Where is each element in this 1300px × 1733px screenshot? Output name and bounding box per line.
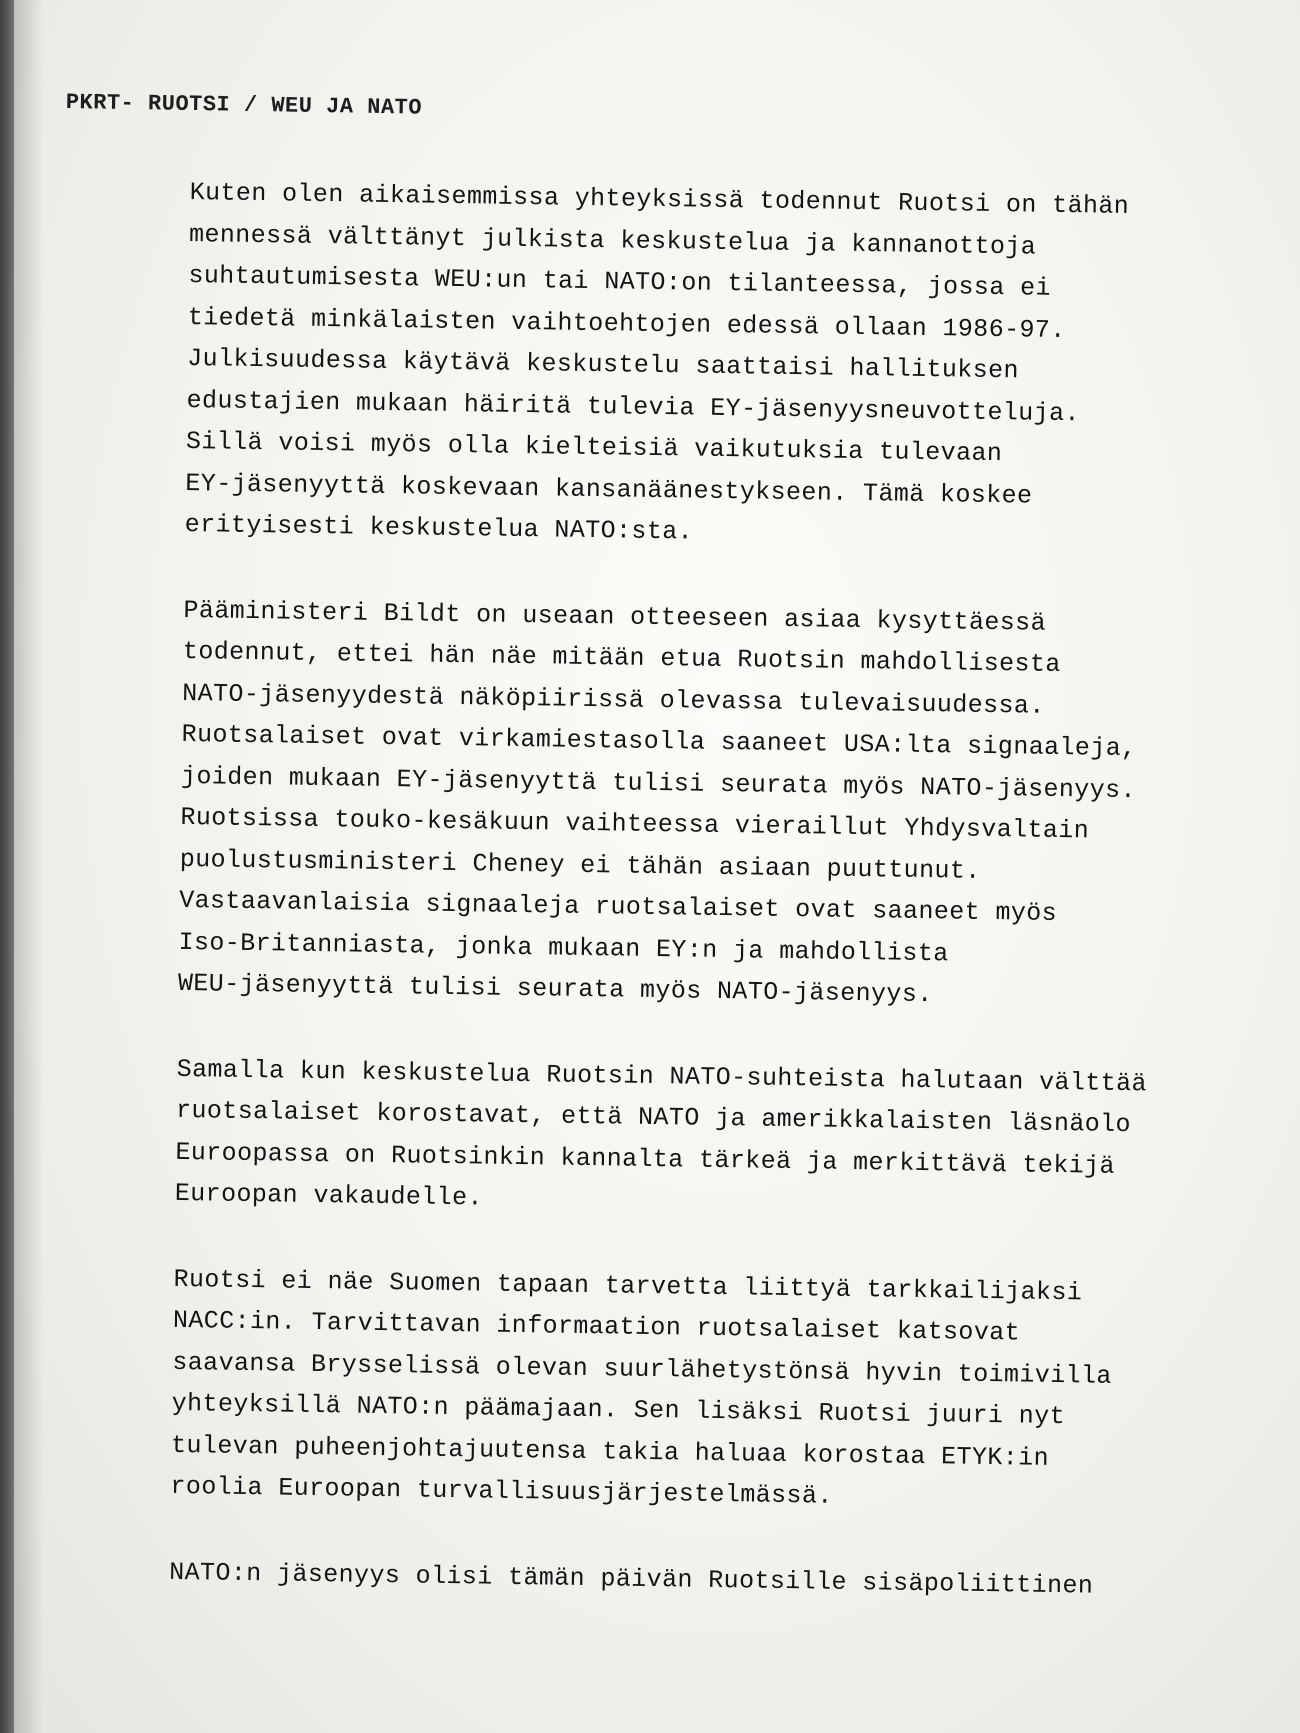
- document-body: [168, 172, 1250, 1653]
- text-line: suhtautumisesta WEU:un tai NATO:on tilanteessa, jossa ei: [188, 260, 1052, 303]
- text-line: Samalla kun keskustelua Ruotsin NATO-suhteista halutaan välttää: [176, 1054, 1148, 1098]
- text-line: saavansa Brysselissä olevan suurlähetystönsä hyvin toimivilla: [172, 1347, 1113, 1391]
- text-line: Euroopassa on Ruotsinkin kannalta tärkeä ja merkittävä tekijä: [175, 1137, 1116, 1181]
- text-line: mennessä välttänyt julkista keskustelua ja kannanottoja: [188, 219, 1037, 262]
- text-line: Ruotsi ei näe Suomen tapaan tarvetta liittyä tarkkailijaksi: [173, 1264, 1083, 1307]
- text-line: NACC:in. Tarvittavan informaation ruotsalaiset katsovat: [172, 1305, 1021, 1348]
- paragraph-3: [175, 1048, 1237, 1230]
- text-line: Euroopan vakaudelle.: [174, 1178, 484, 1213]
- text-line: edustajien mukaan häiritä tulevia EY-jäsenyysneuvotteluja.: [186, 385, 1081, 428]
- text-line: Vastaavanlaisia signaaleja ruotsalaiset ovat saaneet myös: [178, 885, 1058, 928]
- text-line: Kuten olen aikaisemmissa yhteyksissä todennut Ruotsi on tähän: [189, 177, 1130, 221]
- paragraph-1: [184, 172, 1249, 561]
- text-line: puolustusministeri Cheney ei tähän asiaan puuttunut.: [179, 844, 981, 886]
- text-line: NATO-jäsenyydestä näköpiirissä olevassa tulevaisuudessa.: [182, 678, 1045, 721]
- text-line: joiden mukaan EY-jäsenyyttä tulisi seurata myös NATO-jäsenyys.: [180, 761, 1137, 805]
- document-heading: PKRT- RUOTSI / WEU JA NATO: [65, 90, 423, 121]
- text-line: todennut, ettei hän näe mitään etua Ruotsin mahdollisesta: [182, 636, 1061, 679]
- text-line: erityisesti keskustelua NATO:sta.: [184, 509, 694, 547]
- text-line: Julkisuudessa käytävä keskustelu saattaisi hallituksen: [187, 343, 1020, 386]
- paragraph-4: [170, 1258, 1234, 1523]
- text-line: Sillä voisi myös olla kielteisiä vaikutuksia tulevaan: [185, 426, 1003, 469]
- text-line: yhteyksillä NATO:n päämajaan. Sen lisäksi Ruotsi juuri nyt: [171, 1388, 1066, 1432]
- paragraph-5: [169, 1551, 1229, 1608]
- text-line: EY-jäsenyyttä koskevaan kansanäänestykseen. Tämä koskee: [185, 468, 1033, 511]
- text-line: NATO:n jäsenyys olisi tämän päivän Ruotsille sisäpoliittinen: [169, 1557, 1094, 1601]
- text-line: Ruotsalaiset ovat virkamiestasolla saaneet USA:lta signaaleja,: [181, 719, 1137, 764]
- text-line: Ruotsissa touko-kesäkuun vaihteessa vieraillut Yhdysvaltain: [180, 802, 1090, 846]
- document-page: [14, 0, 1300, 1733]
- text-line: ruotsalaiset korostavat, että NATO ja amerikkalaisten läsnäolo: [175, 1095, 1132, 1140]
- text-line: WEU-jäsenyyttä tulisi seurata myös NATO-jäsenyys.: [177, 968, 933, 1010]
- text-line: Iso-Britanniasta, jonka mukaan EY:n ja mahdollista: [178, 927, 949, 968]
- text-line: roolia Euroopan turvallisuusjärjestelmässä.: [170, 1471, 833, 1511]
- text-line: tiedetä minkälaisten vaihtoehtojen edessä ollaan 1986-97.: [187, 302, 1066, 345]
- paragraph-2: [178, 589, 1244, 1020]
- text-line: Pääministeri Bildt on useaan otteeseen asiaa kysyttäessä: [183, 595, 1047, 638]
- text-line: tulevan puheenjohtajuutensa takia haluaa korostaa ETYK:in: [170, 1430, 1050, 1473]
